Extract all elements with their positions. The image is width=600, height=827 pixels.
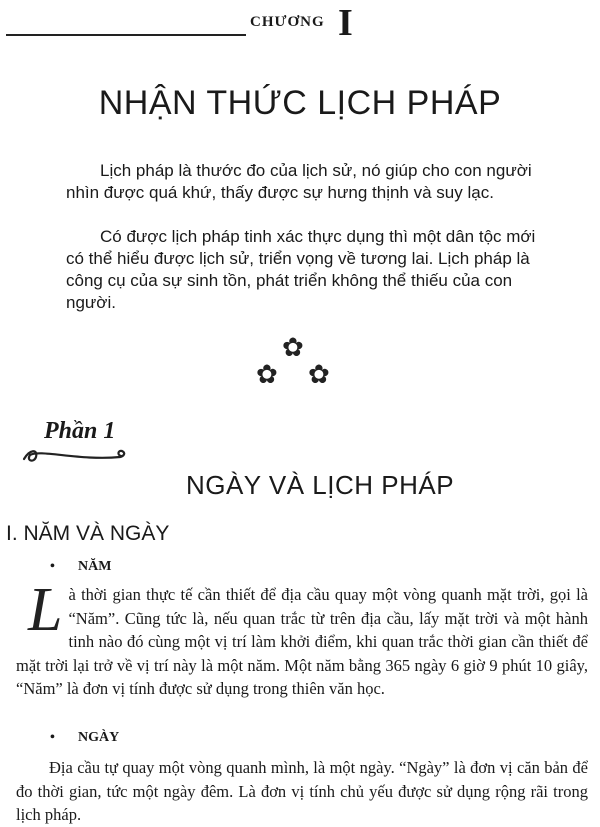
part-title: NGÀY VÀ LỊCH PHÁP: [185, 470, 455, 500]
paragraph-ngay-text: Địa cầu tự quay một vòng quanh mình, là một ngày. “Ngày” là đơn vị căn bản để đo thời gian, tức một ngày đêm. Là đơn vị tính chủ yếu được sử dụng rộng rãi trong lịch pháp.: [16, 758, 588, 824]
section-heading: I. NĂM VÀ NGÀY: [6, 522, 170, 545]
intro-paragraph-2: [66, 226, 544, 314]
part-label: Phần 1: [44, 418, 116, 444]
header-rule: [6, 34, 246, 36]
term-heading-ngay: [50, 730, 119, 746]
ornament-flower-icon: ✿: [308, 360, 330, 389]
chapter-label: CHƯƠNG: [250, 14, 325, 30]
bullet-icon: •: [50, 559, 55, 574]
paragraph-nam: [16, 576, 588, 701]
ornament-flower-icon: ✿: [282, 333, 304, 362]
intro-text-1: Lịch pháp là thước đo của lịch sử, nó giúp cho con người nhìn được quá khứ, thấy được sự hưng thịnh và suy lạc.: [66, 161, 532, 202]
dropcap-letter: L: [28, 576, 63, 644]
term-heading-nam: [50, 559, 111, 575]
paragraph-nam-text: à thời gian thực tế cần thiết để địa cầu quay một vòng quanh mặt trời, gọi là “Năm”. Cũng tức là, nếu quan trắc từ trên địa cầu, lấy mặt trời và một hành tinh nào đó cùng một vị trí làm khởi điểm, khi quan trắc thời gian cần thiết để mặt trời lại trở về vị trí này là một năm. Một năm bằng 365 ngày 6 giờ 9 phút 10 giây, “Năm” là đơn vị tính được sử dụng trong thiên văn học.: [16, 585, 588, 698]
term-label: NGÀY: [78, 730, 120, 745]
term-label: NĂM: [78, 559, 112, 574]
chapter-number: I: [338, 2, 353, 44]
paragraph-ngay: [16, 756, 588, 827]
part-swash-icon: [20, 445, 130, 467]
ornament-flower-icon: ✿: [256, 360, 278, 389]
intro-paragraph-1: [66, 160, 544, 204]
bullet-icon: •: [50, 730, 55, 745]
chapter-title: NHẬN THỨC LỊCH PHÁP: [98, 84, 502, 122]
intro-text-2: Có được lịch pháp tinh xác thực dụng thì một dân tộc mới có thể hiểu được lịch sử, triển vọng về tương lai. Lịch pháp là công cụ của sự sinh tồn, phát triển không thể thiếu của con người.: [66, 227, 536, 312]
